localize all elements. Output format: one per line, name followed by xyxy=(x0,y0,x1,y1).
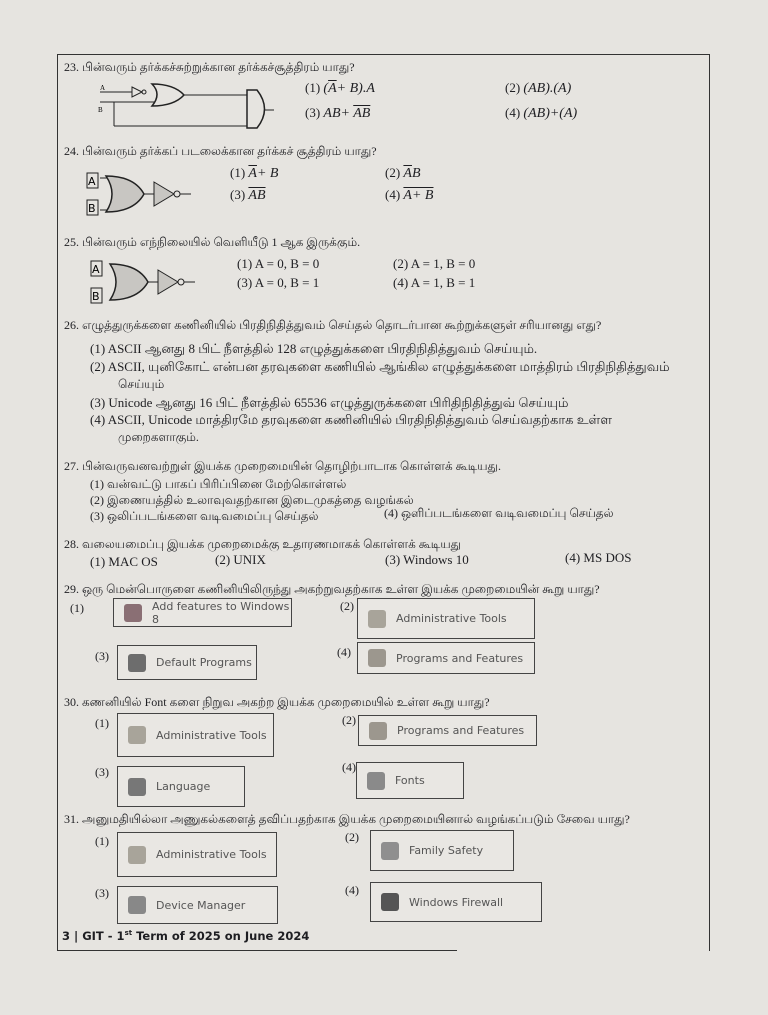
expression-term: (AB)+(A) xyxy=(523,106,578,121)
q31-option-4[interactable] xyxy=(370,882,542,922)
q27-option-1[interactable]: (1) வன்வட்டு பாகப் பிரிப்பினை மேற்கொள்ளல் xyxy=(90,477,347,491)
language-icon xyxy=(128,778,146,796)
q28-option-4[interactable]: (4) MS DOS xyxy=(565,550,632,565)
question-28-title: 28. வலையமைப்பு இயக்க முறைமைக்கு உதாரணமாகக் கொள்ளக் கூடியது xyxy=(64,537,462,551)
overlined-term: A+ B xyxy=(403,188,434,203)
option-label: Fonts xyxy=(395,774,425,787)
q26-option-2[interactable]: (2) ASCII, யுனிகோட் என்பன தரவுகளை கணியில் ஆங்கில எழுத்துக்களை மாத்திரம் பிரதிநிதித்துவம் xyxy=(90,359,670,374)
expression-term: + B).A xyxy=(336,81,375,96)
expression-term: (AB).(A) xyxy=(523,81,572,96)
expression-term: ( xyxy=(323,81,329,96)
q31-option-1-number: (1) xyxy=(95,834,109,848)
question-27-title: 27. பின்வருவனவற்றுள் இயக்க முறைமையின் தொழிற்பாடாக கொள்ளக் கூடியது. xyxy=(64,459,501,473)
q29-option-4-number: (4) xyxy=(337,645,351,659)
q27-option-4[interactable]: (4) ஒளிப்படங்களை வடிவமைப்பு செய்தல் xyxy=(384,506,614,520)
q26-option-4-cont: முறைகளாகும். xyxy=(118,430,199,444)
footer-sup: st xyxy=(124,929,133,938)
q31-option-3[interactable] xyxy=(117,886,278,924)
question-31-title: 31. அனுமதியில்லா அணுகல்களைத் தவிப்பதற்காக இயக்க முறைமையினால் வழங்கப்படும் சேவை யாது? xyxy=(64,812,630,826)
q30-option-2[interactable] xyxy=(358,715,537,746)
q29-option-2[interactable] xyxy=(357,598,535,639)
footer-divider xyxy=(57,950,457,951)
option-label: Programs and Features xyxy=(396,651,524,665)
option-number: (4) xyxy=(505,105,524,120)
q26-option-2-cont: செய்யும் xyxy=(118,377,165,391)
q29-option-4[interactable] xyxy=(357,642,535,674)
q24-option-2[interactable] xyxy=(385,165,421,182)
or-not-gate-diagram xyxy=(86,170,196,218)
q30-option-4-number: (4) xyxy=(342,760,356,774)
circuit-label-a: A xyxy=(100,84,106,92)
q27-option-2[interactable]: (2) இணையத்தில் உலாவுவதற்கான இடைமுகத்தை வழங்கல் xyxy=(90,493,414,507)
q29-option-2-number: (2) xyxy=(340,599,354,613)
input-b-label: B xyxy=(88,202,96,215)
q30-option-4[interactable] xyxy=(356,762,464,799)
overlined-term: $\overline{A}$ xyxy=(328,81,337,96)
question-23-title: 23. பின்வரும் தர்க்கச்சுற்றுக்கான தர்க்கச்சூத்திரம் யாது? xyxy=(64,60,355,74)
q31-option-2[interactable] xyxy=(370,830,514,871)
option-label: Programs and Features xyxy=(397,724,525,737)
expression-term: AB+ xyxy=(323,106,354,121)
footer-rest: Term of 2025 on June 2024 xyxy=(132,929,310,943)
option-label: Family Safety xyxy=(409,844,484,857)
fonts-icon xyxy=(367,772,385,790)
question-29-title: 29. ஒரு மென்பொருளை கணினியிலிருந்து அகற்றுவதற்காக உள்ள இயக்க முறைமையின் கூறு யாது? xyxy=(64,582,600,596)
q30-option-3[interactable] xyxy=(117,766,245,807)
administrative-tools-icon xyxy=(128,726,146,744)
question-25-title: 25. பின்வரும் எந்நிலையில் வெளியீடு 1 ஆக இருக்கும். xyxy=(64,235,361,249)
family-safety-icon xyxy=(381,842,399,860)
option-number: (3) xyxy=(230,187,249,202)
option-label: Device Manager xyxy=(156,898,246,912)
q23-option-3[interactable] xyxy=(305,105,370,122)
q28-option-1[interactable]: (1) MAC OS xyxy=(90,554,158,569)
expression-term: B xyxy=(411,166,421,181)
q31-option-4-number: (4) xyxy=(345,883,359,897)
input-b-label: B xyxy=(92,290,100,303)
q30-option-3-number: (3) xyxy=(95,765,109,779)
default-programs-icon xyxy=(128,654,146,672)
q30-option-1[interactable] xyxy=(117,713,274,757)
q25-option-1[interactable]: (1) A = 0, B = 0 xyxy=(237,256,320,271)
overlined-term: $\overline{A}$ xyxy=(248,166,257,181)
page-footer xyxy=(62,929,309,943)
footer-page: 3 | GIT - 1 xyxy=(62,929,125,943)
q28-option-2[interactable]: (2) UNIX xyxy=(215,552,266,567)
overlined-term: $\overline{A}$ xyxy=(403,166,412,181)
administrative-tools-icon xyxy=(128,846,146,864)
question-30-title: 30. கணனியில் Font களை நிறுவ அகற்ற இயக்க முறைமையில் உள்ள கூறு யாது? xyxy=(64,695,490,709)
option-number: (4) xyxy=(385,187,404,202)
circuit-label-b: B xyxy=(98,106,103,114)
q23-option-4[interactable] xyxy=(505,105,577,122)
programs-features-icon xyxy=(369,722,387,740)
programs-features-icon xyxy=(368,649,386,667)
q25-option-2[interactable]: (2) A = 1, B = 0 xyxy=(393,256,476,271)
question-24-title: 24. பின்வரும் தர்க்கப் படலைக்கான தர்க்கச் சூத்திரம் யாது? xyxy=(64,144,377,158)
administrative-tools-icon xyxy=(368,610,386,628)
add-features-icon xyxy=(124,604,142,622)
option-label: Language xyxy=(156,780,211,793)
q31-option-1[interactable] xyxy=(117,832,277,877)
q24-option-4[interactable] xyxy=(385,187,433,204)
q26-option-1[interactable]: (1) ASCII ஆனது 8 பிட் நீளத்தில் 128 எழுத்துக்களை பிரதிநிதித்துவம் செய்யும். xyxy=(90,341,538,356)
option-number: (2) xyxy=(505,80,524,95)
q27-option-3[interactable]: (3) ஒலிப்படங்களை வடிவமைப்பு செய்தல் xyxy=(90,509,319,523)
option-label: Add features to Windows 8 xyxy=(152,599,290,626)
or-not-gate-diagram xyxy=(90,258,200,306)
q25-option-4[interactable]: (4) A = 1, B = 1 xyxy=(393,275,476,290)
option-number: (1) xyxy=(305,80,324,95)
q23-option-2[interactable] xyxy=(505,80,571,97)
q30-option-1-number: (1) xyxy=(95,716,109,730)
logic-circuit-diagram xyxy=(92,82,277,132)
q31-option-3-number: (3) xyxy=(95,886,109,900)
option-label: Windows Firewall xyxy=(409,895,504,909)
input-a-label: A xyxy=(92,263,100,276)
overlined-term: $\overline{AB}$ xyxy=(248,188,266,203)
option-number: (2) xyxy=(385,165,404,180)
q29-option-1-number: (1) xyxy=(70,601,84,615)
q30-option-2-number: (2) xyxy=(342,713,356,727)
q24-option-3[interactable] xyxy=(230,187,266,204)
q26-option-3[interactable]: (3) Unicode ஆனது 16 பிட் நீளத்தில் 65536 எழுத்துருக்களை பிரிதிநிதித்துவ் செய்யும் xyxy=(90,395,569,410)
device-manager-icon xyxy=(128,896,146,914)
option-number: (1) xyxy=(230,165,249,180)
q29-option-3-number: (3) xyxy=(95,649,109,663)
q31-option-2-number: (2) xyxy=(345,830,359,844)
option-label: Default Programs xyxy=(156,656,252,669)
q28-option-3[interactable]: (3) Windows 10 xyxy=(385,552,469,567)
option-label: Administrative Tools xyxy=(396,612,507,625)
q29-option-3[interactable] xyxy=(117,645,257,680)
option-label: Administrative Tools xyxy=(156,848,267,861)
q25-option-3[interactable]: (3) A = 0, B = 1 xyxy=(237,275,320,290)
overlined-term: $\overline{AB}$ xyxy=(353,106,371,121)
q23-option-1[interactable] xyxy=(305,80,375,97)
option-number: (3) xyxy=(305,105,324,120)
q24-option-1[interactable] xyxy=(230,165,278,182)
q29-option-1[interactable] xyxy=(113,598,292,627)
option-label: Administrative Tools xyxy=(156,728,267,742)
windows-firewall-icon xyxy=(381,893,399,911)
q26-option-4[interactable]: (4) ASCII, Unicode மாத்திரமே தரவுகளை கணினியில் பிரதிநிதித்துவம் செய்வதற்காக உள்ள xyxy=(90,412,612,427)
input-a-label: A xyxy=(88,175,96,188)
expression-term: + B xyxy=(256,166,279,181)
question-26-title: 26. எழுத்துருக்களை கணினியில் பிரதிநிதித்துவம் செய்தல் தொடர்பான கூற்றுக்களுள் சரியானது எது? xyxy=(64,318,602,332)
